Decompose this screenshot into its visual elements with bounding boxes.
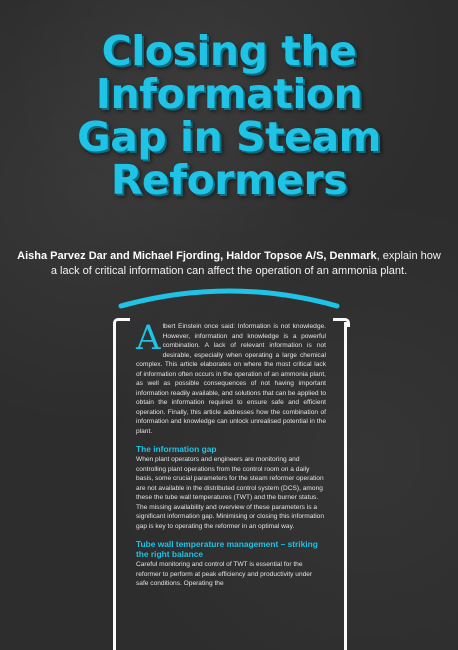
arc-decoration: [118, 284, 340, 310]
drop-cap: A: [136, 318, 161, 358]
title-line: Information: [95, 70, 363, 118]
section-body: Careful monitoring and control of TWT is essential for the reformer to perform at peak efficiency and productivity under safe conditions. Operating the: [136, 561, 313, 587]
section-heading: The information gap: [136, 444, 217, 454]
section-heading: Tube wall temperature management – striking the right balance: [136, 539, 318, 559]
article-title: [0, 27, 458, 204]
title-line: Closing the: [101, 27, 357, 75]
reformer-tube-left: [113, 322, 116, 650]
byline-authors: Aisha Parvez Dar and Michael Fjording, Haldor Topsoe A/S, Denmark: [17, 250, 377, 262]
title-line: Gap in Steam: [77, 113, 381, 161]
section-body: When plant operators and engineers are monitoring and controlling plant operations from the control room on a daily basis, some crucial parameters for the steam reformer operation are not available in the distributed control system (DCS), among these the tube wall temperatures (TWT) and the burner status. The missing availability and overview of these parameters is a significant information gap. Minimising or closing this information gap is key to operating the reformer in an optimal way.: [136, 456, 325, 530]
byline: [14, 249, 444, 279]
article-body: [136, 318, 326, 589]
reformer-tube-right: [344, 322, 347, 650]
title-line: Reformers: [110, 156, 348, 204]
reformer-tube-right-cap: [333, 318, 350, 327]
intro-paragraph: [136, 318, 326, 436]
byline-text: , explain how a lack of critical information can affect the operation of an ammonia plant.: [50, 250, 441, 277]
intro-text: lbert Einstein once said: Information is not knowledge. However, information and knowledge is a powerful combination. A lack of relevant information is not desirable, especially when operating a large chemical complex. This article elaborates on where the most critical lack of information often occurs in the operation of an ammonia plant, as well as possible consequences of not having important information readily available, and solutions that can be applied to obtain the information required to ensure safe and efficient operation. Finally, this article addresses how the combination of information and knowledge can unlock unrealised potential in the plant.: [136, 323, 326, 435]
